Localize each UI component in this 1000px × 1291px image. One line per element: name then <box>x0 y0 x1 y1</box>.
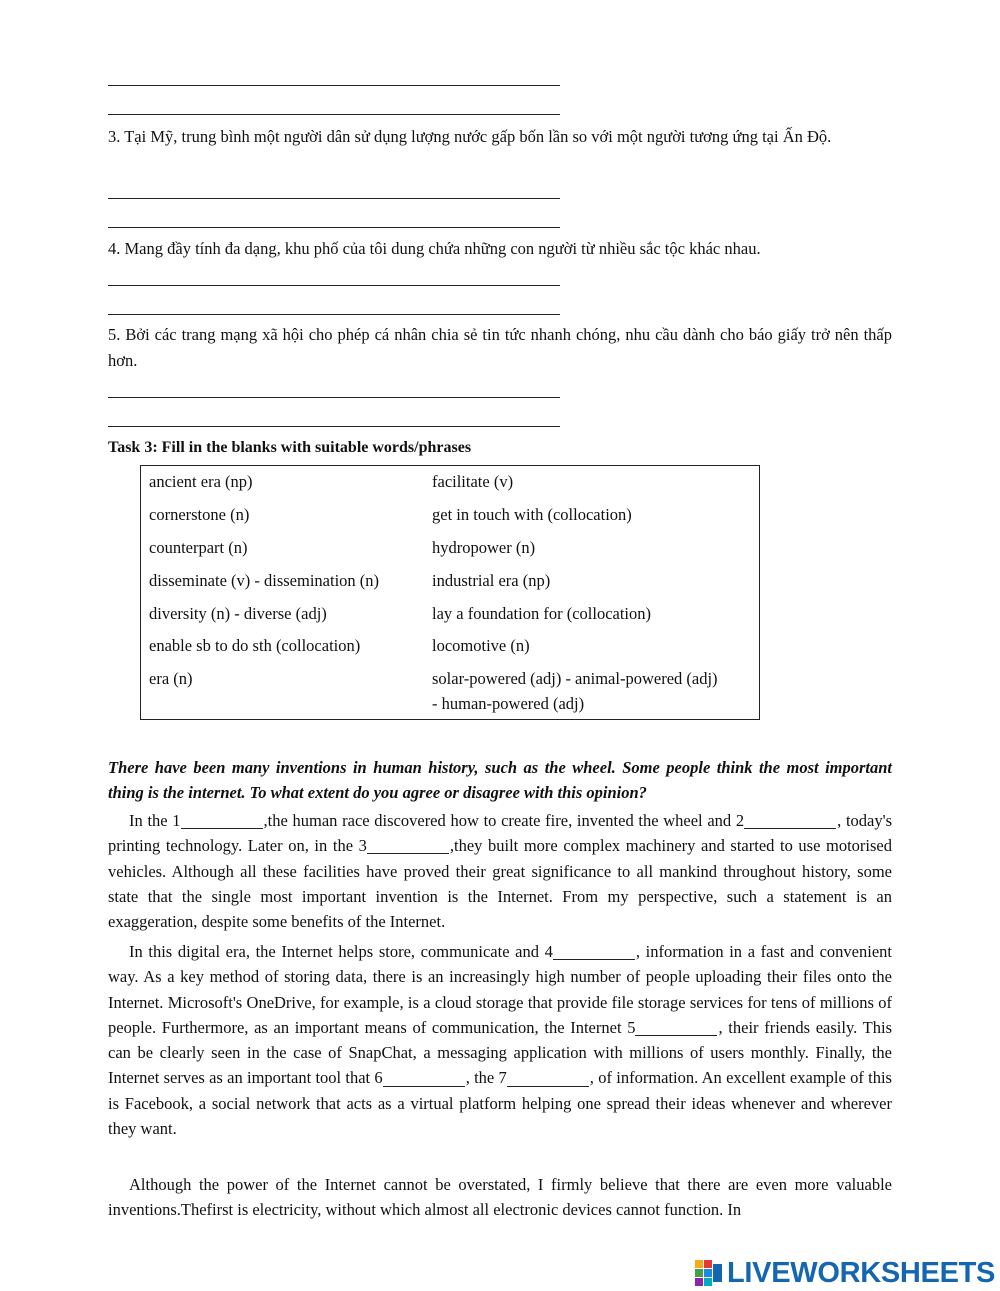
answer-line-q3-2[interactable] <box>108 227 560 228</box>
word-bank-item: facilitate (v) <box>432 472 514 491</box>
task-3-title: Task 3: Fill in the blanks with suitable words/phrases <box>108 439 472 456</box>
question-text: Tại Mỹ, trung bình một người dân sử dụng lượng nước gấp bốn lần so với một người tương ứng tại Ấn Độ. <box>124 127 832 146</box>
essay-text: ,they built more complex machinery and started to use motorised vehicles. Although all these facilities have proved their great significance to all mankind throughout history, some state that the single most important invention is the Internet. From my perspective, such a statement is an exaggeration, despite some benefits of the Internet. <box>108 836 892 932</box>
essay-paragraph-1 <box>108 808 892 934</box>
essay-text: In the 1 <box>129 811 181 830</box>
word-bank-item: hydropower (n) <box>432 538 536 557</box>
word-bank-item: counterpart (n) <box>149 538 248 557</box>
blank-7-input[interactable] <box>507 1071 589 1087</box>
essay-text: , information in a fast and convenient way. As a key method of storing data, there is an increasingly high number of people uploading their files onto the Internet. Microsoft's OneDrive, for example, is a cloud storage that provide file storage services for tens of millions of people. Furthermore, as an important means of communication, the Internet 5 <box>108 942 892 1037</box>
word-bank-item: - human-powered (adj) <box>432 694 585 713</box>
question-text: Bởi các trang mạng xã hội cho phép cá nhân chia sẻ tin tức nhanh chóng, nhu cầu dành cho báo giấy trở nên thấp hơn. <box>108 325 893 370</box>
word-bank-table <box>140 465 760 720</box>
answer-line-q4-2[interactable] <box>108 314 560 315</box>
word-bank-item: ancient era (np) <box>149 472 253 491</box>
question-number: 5. <box>108 325 121 344</box>
question-number: 4. <box>108 239 121 258</box>
word-bank-item: enable sb to do sth (collocation) <box>149 636 361 655</box>
essay-prompt: There have been many inventions in human history, such as the wheel. Some people think the most important thing is the internet. To what extent do you agree or disagree with this opinion? <box>108 758 892 802</box>
question-text: Mang đầy tính đa dạng, khu phố của tôi dung chứa những con người từ nhiều sắc tộc khác nhau. <box>124 239 761 258</box>
blank-2-input[interactable] <box>744 813 836 829</box>
blank-6-input[interactable] <box>383 1071 465 1087</box>
word-bank-item: cornerstone (n) <box>149 505 250 524</box>
answer-line-q4-1[interactable] <box>108 285 560 286</box>
liveworksheets-logo[interactable] <box>695 1258 995 1288</box>
question-number: 3. <box>108 127 121 146</box>
essay-text: In this digital era, the Internet helps store, communicate and 4 <box>129 942 553 961</box>
essay-text: , the 7 <box>465 1068 507 1088</box>
brand-name: LIVEWORKSHEETS <box>727 1257 996 1289</box>
answer-line-q2-1[interactable] <box>108 85 560 86</box>
answer-line-q2-2[interactable] <box>108 114 560 115</box>
word-bank-item: locomotive (n) <box>432 636 530 655</box>
essay-text: , their friends easily. This can be clearly seen in the case of SnapChat, a messaging application with millions of users monthly. Finally, the Internet serves as an important tool that 6 <box>108 1017 892 1088</box>
word-bank-item: solar-powered (adj) - animal-powered (adj) <box>432 669 718 688</box>
word-bank-item: lay a foundation for (collocation) <box>432 604 652 623</box>
answer-line-q5-1[interactable] <box>108 397 560 398</box>
essay-text: , today's printing technology. Later on, in the 3 <box>108 811 892 856</box>
blank-4-input[interactable] <box>553 944 635 960</box>
essay-paragraph-2 <box>108 939 892 1141</box>
word-bank-item: diversity (n) - diverse (adj) <box>149 604 327 623</box>
essay-text: , of information. An excellent example of this is Facebook, a social network that acts as a virtual platform helping one spread their ideas whenever and wherever they want. <box>108 1068 892 1139</box>
blank-1-input[interactable] <box>181 813 263 829</box>
essay-paragraph-3: Although the power of the Internet cannot be overstated, I firmly believe that there are even more valuable inventions.Thefirst is electricity, without which almost all electronic devices cannot function. In <box>108 1175 892 1220</box>
essay-text: ,the human race discovered how to create fire, invented the wheel and 2 <box>263 811 745 830</box>
question-3 <box>108 124 892 150</box>
liveworksheets-icon <box>695 1260 723 1286</box>
word-bank-item: get in touch with (collocation) <box>432 505 632 524</box>
answer-line-q5-2[interactable] <box>108 426 560 427</box>
word-bank-item: industrial era (np) <box>432 571 551 590</box>
question-5 <box>108 322 892 374</box>
word-bank-item: era (n) <box>149 669 193 688</box>
question-4 <box>108 236 892 262</box>
blank-3-input[interactable] <box>367 838 449 854</box>
word-bank-item: disseminate (v) - dissemination (n) <box>149 571 380 590</box>
blank-5-input[interactable] <box>635 1020 717 1036</box>
answer-line-q3-1[interactable] <box>108 198 560 199</box>
